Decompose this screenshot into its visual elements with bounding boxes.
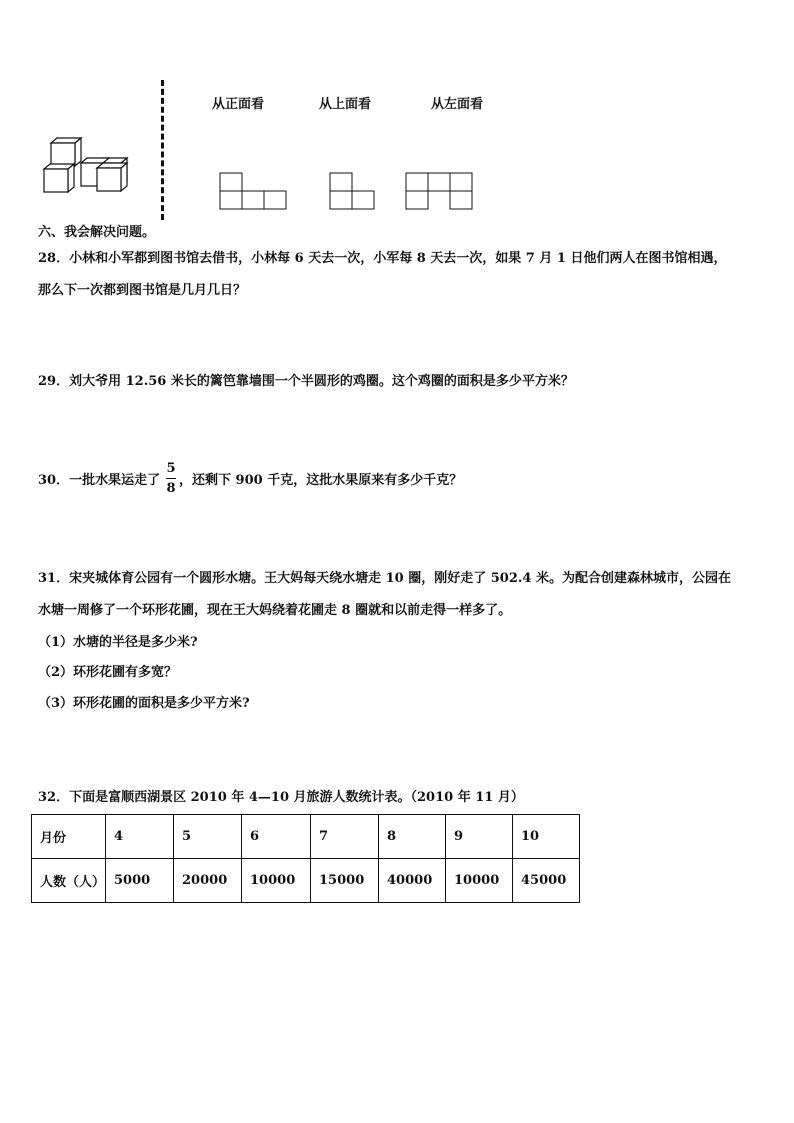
question-32: 32．下面是富顺西湖景区 2010 年 4—10 月旅游人数统计表。（2010 年 11 月） bbox=[38, 790, 524, 805]
left-view-label: 从左面看 bbox=[431, 97, 484, 112]
table-header-cell: 月份 bbox=[32, 815, 106, 859]
table-cell: 15000 bbox=[311, 859, 379, 903]
cube-stack-figure bbox=[40, 135, 140, 197]
fraction-denominator: 8 bbox=[166, 481, 176, 496]
table-row-people bbox=[32, 859, 580, 903]
question-31-line2: 水塘一周修了一个环形花圃，现在王大妈绕着花圃走 8 圈就和以前走得一样多了。 bbox=[38, 603, 512, 618]
table-cell: 7 bbox=[311, 815, 379, 859]
tourist-stats-table bbox=[31, 814, 580, 903]
question-31-line1: 31．宋夹城体育公园有一个圆形水塘。王大妈每天绕水塘走 10 圈，刚好走了 502.4 米。为配合创建森林城市，公园在 bbox=[38, 571, 731, 586]
front-view-label: 从正面看 bbox=[212, 97, 265, 112]
front-view-diagram bbox=[219, 172, 289, 212]
table-cell: 10000 bbox=[446, 859, 513, 903]
table-cell: 8 bbox=[379, 815, 446, 859]
table-cell: 4 bbox=[106, 815, 174, 859]
table-cell: 45000 bbox=[513, 859, 580, 903]
dashed-separator bbox=[161, 80, 164, 220]
fraction-numerator: 5 bbox=[166, 461, 176, 476]
question-28-line1: 28．小林和小军都到图书馆去借书，小林每 6 天去一次，小军每 8 天去一次，如果 7 月 1 日他们两人在图书馆相遇， bbox=[38, 251, 727, 266]
table-cell: 20000 bbox=[174, 859, 242, 903]
table-cell: 6 bbox=[242, 815, 311, 859]
table-cell: 9 bbox=[446, 815, 513, 859]
fraction-bar bbox=[166, 478, 176, 479]
question-31-sub1: （1）水塘的半径是多少米? bbox=[38, 635, 198, 650]
left-view-diagram bbox=[405, 172, 475, 212]
question-30-after: ，还剩下 900 千克，这批水果原来有多少千克？ bbox=[179, 473, 463, 488]
question-29: 29．刘大爷用 12.56 米长的篱笆靠墙围一个半圆形的鸡圈。这个鸡圈的面积是多少平方米？ bbox=[38, 374, 574, 389]
question-30-before: 30．一批水果运走了 bbox=[38, 473, 161, 488]
top-view-label: 从上面看 bbox=[319, 97, 372, 112]
question-31-sub3: （3）环形花圃的面积是多少平方米? bbox=[38, 696, 250, 711]
table-cell: 10 bbox=[513, 815, 580, 859]
table-row-months bbox=[32, 815, 580, 859]
table-cell: 5 bbox=[174, 815, 242, 859]
table-cell: 10000 bbox=[242, 859, 311, 903]
table-header-cell: 人数（人） bbox=[32, 859, 106, 903]
section-title: 六、我会解决问题。 bbox=[38, 225, 156, 240]
top-view-diagram bbox=[329, 172, 379, 212]
table-cell: 40000 bbox=[379, 859, 446, 903]
question-31-sub2: （2）环形花圃有多宽？ bbox=[38, 665, 178, 680]
table-cell: 5000 bbox=[106, 859, 174, 903]
question-28-line2: 那么下一次都到图书馆是几月几日？ bbox=[38, 283, 247, 298]
